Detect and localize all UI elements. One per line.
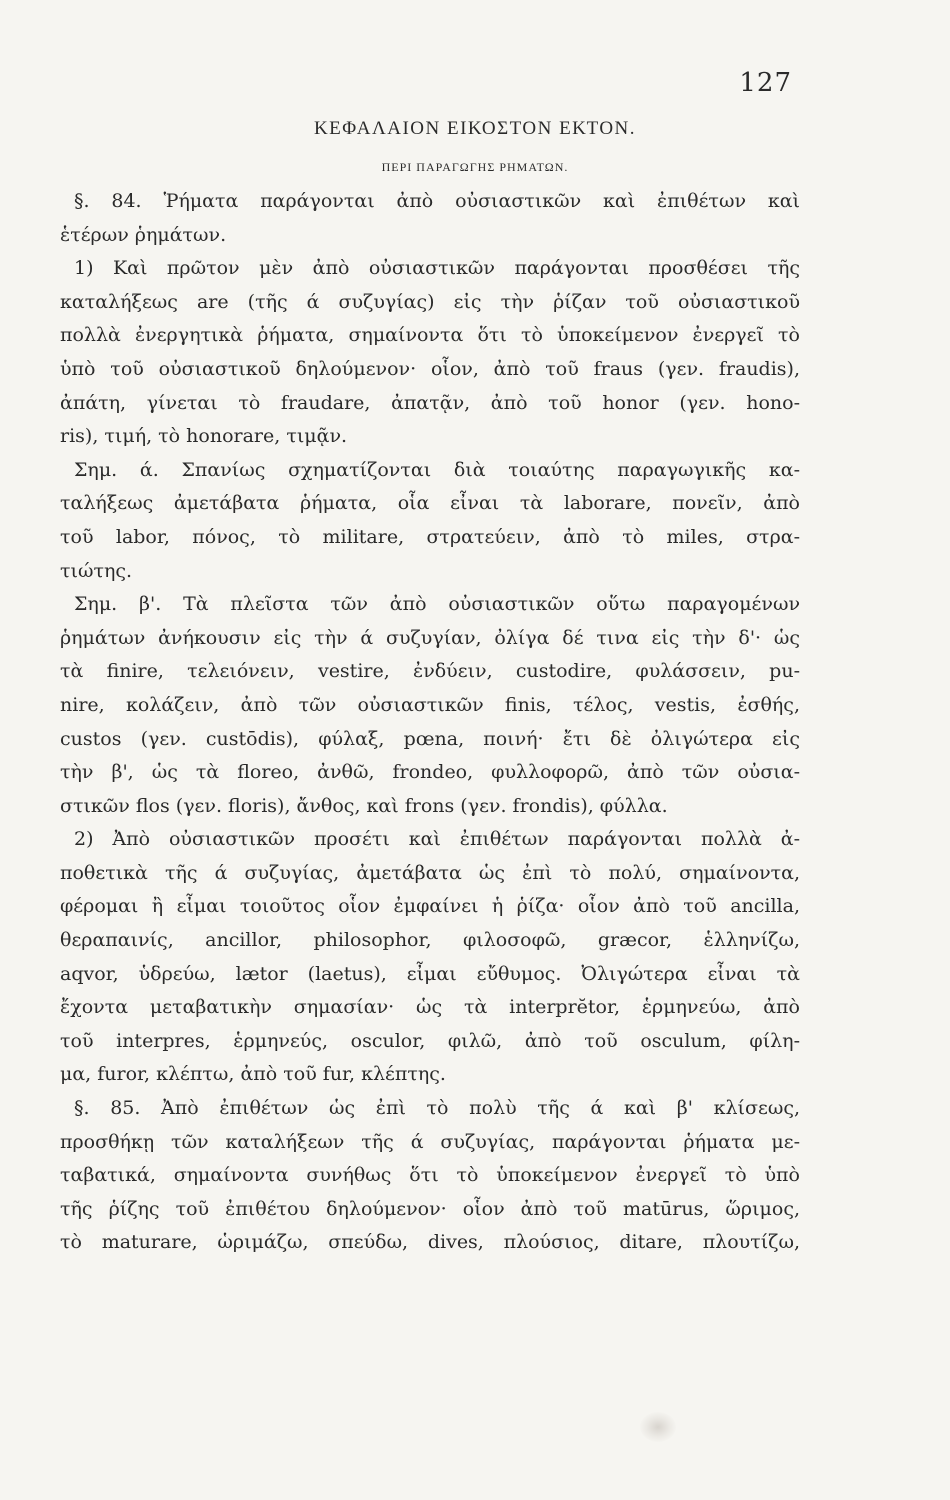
- text-line: 1) Καὶ πρῶτον μὲν ἀπὸ οὐσιαστικῶν παράγονται προσθέσει τῆς: [74, 257, 800, 280]
- text-line: τοῦ labor, πόνος, τὸ militare, στρατεύειν, ἀπὸ τὸ miles, στρα-: [60, 525, 800, 548]
- ink-smudge: [640, 1412, 676, 1442]
- text-line: ἀπάτη, γίνεται τὸ fraudare, ἀπατᾷν, ἀπὸ τοῦ honor (γεν. hono-: [60, 391, 800, 414]
- text-line: τὴν β', ὡς τὰ floreo, ἀνθῶ, frondeo, φυλλοφορῶ, ἀπὸ τῶν οὐσια-: [60, 761, 800, 784]
- text-line: ῥημάτων ἀνήκουσιν εἰς τὴν ά συζυγίαν, ὀλίγα δέ τινα εἰς τὴν δ'· ὡς: [60, 626, 800, 649]
- text-line: τὰ finire, τελειόνειν, vestire, ἐνδύειν, custodire, φυλάσσειν, pu-: [60, 660, 800, 683]
- text-line: τὸ maturare, ὡριμάζω, σπεύδω, dives, πλούσιος, ditare, πλουτίζω,: [60, 1231, 800, 1254]
- text-line: ἔχοντα μεταβατικὴν σημασίαν· ὡς τὰ interprĕtor, ἑρμηνεύω, ἀπὸ: [60, 996, 800, 1019]
- text-line: §. 84. Ῥήματα παράγονται ἀπὸ οὐσιαστικῶν καὶ ἐπιθέτων καὶ: [74, 190, 800, 212]
- text-line: ποθετικὰ τῆς ά συζυγίας, ἀμετάβατα ὡς ἐπὶ τὸ πολύ, σημαίνοντα,: [60, 861, 800, 884]
- text-line: ὑπὸ τοῦ οὐσιαστικοῦ δηλούμενον· οἷον, ἀπὸ τοῦ fraus (γεν. fraudis),: [60, 357, 800, 380]
- text-line: Σημ. β'. Τὰ πλεῖστα τῶν ἀπὸ οὐσιαστικῶν οὕτω παραγομένων: [74, 593, 800, 616]
- text-line: καταλήξεως are (τῆς ά συζυγίας) εἰς τὴν ῥίζαν τοῦ οὐσιαστικοῦ: [60, 290, 800, 313]
- text-line: ταλήξεως ἀμετάβατα ῥήματα, οἷα εἶναι τὰ laborare, πονεῖν, ἀπὸ: [60, 492, 800, 515]
- text-line: ταβατικά, σημαίνοντα συνήθως ὅτι τὸ ὑποκείμενον ἐνεργεῖ τὸ ὑπὸ: [60, 1164, 800, 1187]
- text-line: 2) Ἀπὸ οὐσιαστικῶν προσέτι καὶ ἐπιθέτων παράγονται πολλὰ ἀ-: [74, 828, 800, 851]
- chapter-title: ΚΕΦΑΛΑΙΟΝ ΕΙΚΟΣΤΟΝ ΕΚΤΟΝ.: [313, 118, 637, 139]
- text-line: στικῶν flos (γεν. floris), ἄνθος, καὶ frons (γεν. frondis), φύλλα.: [60, 794, 668, 817]
- chapter-subtitle: ΠΕΡΙ ΠΑΡΑΓΩΓΗΣ ΡΗΜΑΤΩΝ.: [381, 160, 569, 174]
- text-line: τῆς ῥίζης τοῦ ἐπιθέτου δηλούμενον· οἷον ἀπὸ τοῦ matūrus, ὥριμος,: [60, 1197, 800, 1220]
- text-line: μα, furor, κλέπτω, ἀπὸ τοῦ fur, κλέπτης.: [60, 1063, 446, 1086]
- text-line: custos (γεν. custōdis), φύλαξ, pœna, ποινή· ἔτι δὲ ὀλιγώτερα εἰς: [60, 727, 800, 750]
- text-line: Σημ. ά. Σπανίως σχηματίζονται διὰ τοιαύτης παραγωγικῆς κα-: [74, 458, 800, 481]
- text-line: θεραπαινίς, ancillor, philosophor, φιλοσοφῶ, græcor, ἑλληνίζω,: [60, 929, 800, 952]
- text-line: τοῦ interpres, ἑρμηνεύς, osculor, φιλῶ, ἀπὸ τοῦ osculum, φίλη-: [60, 1029, 800, 1052]
- text-line: ris), τιμή, τὸ honorare, τιμᾷν.: [60, 425, 348, 448]
- text-line: τιώτης.: [60, 559, 133, 582]
- text-line: πολλὰ ἐνεργητικὰ ῥήματα, σημαίνοντα ὅτι τὸ ὑποκείμενον ἐνεργεῖ τὸ: [60, 324, 800, 347]
- body-text: [60, 185, 800, 1260]
- text-line: ἑτέρων ῥημάτων.: [60, 223, 227, 246]
- text-line: προσθήκῃ τῶν καταλήξεων τῆς ά συζυγίας, παράγονται ῥήματα με-: [60, 1130, 800, 1153]
- text-line: nire, κολάζειν, ἀπὸ τῶν οὐσιαστικῶν finis, τέλος, vestis, ἐσθής,: [60, 693, 800, 716]
- text-line: aqvor, ὑδρεύω, lætor (laetus), εἶμαι εὔθυμος. Ὀλιγώτερα εἶναι τὰ: [60, 962, 800, 985]
- text-line: φέρομαι ἢ εἶμαι τοιοῦτος οἷον ἐμφαίνει ἡ ῥίζα· οἷον ἀπὸ τοῦ ancilla,: [60, 895, 800, 918]
- text-line: §. 85. Ἀπὸ ἐπιθέτων ὡς ἐπὶ τὸ πολὺ τῆς ά καὶ β' κλίσεως,: [74, 1097, 800, 1120]
- page-number: 127: [739, 68, 792, 98]
